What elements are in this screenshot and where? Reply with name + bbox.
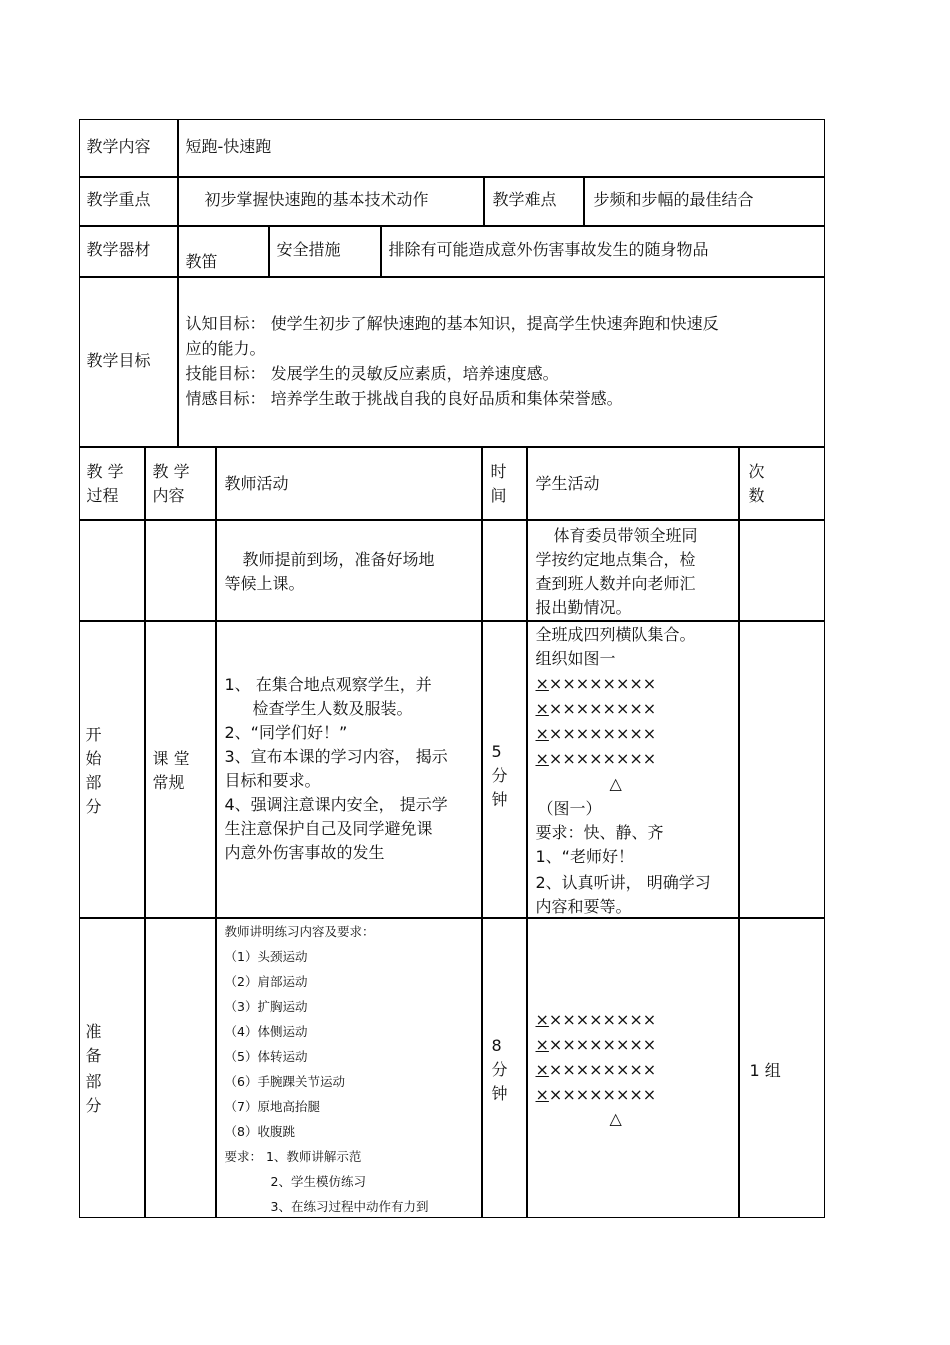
start-content-cell bbox=[145, 621, 216, 918]
formation-leader: × bbox=[535, 723, 549, 743]
start-student-line: 要求：快、静、齐 bbox=[535, 822, 664, 842]
prep-teacher-line: （4）体侧运动 bbox=[224, 1023, 308, 1039]
safety-label: 安全措施 bbox=[276, 239, 341, 259]
pre-student-line: 学按约定地点集合，检 bbox=[535, 549, 696, 569]
formation-row bbox=[536, 747, 657, 771]
prep-phase-char: 分 bbox=[85, 1095, 102, 1115]
header-count: 次 bbox=[748, 461, 765, 481]
start-time-char: 分 bbox=[491, 765, 508, 785]
header-content-cell bbox=[145, 447, 216, 520]
prep-teacher-line: （8）收腹跳 bbox=[224, 1123, 295, 1139]
prep-teacher-line: （3）扩胸运动 bbox=[224, 998, 308, 1014]
start-content-line: 常规 bbox=[152, 772, 185, 792]
objective-line: 情感目标： 培养学生敢于挑战自我的良好品质和集体荣誉感。 bbox=[185, 388, 623, 408]
start-count-cell bbox=[739, 621, 825, 918]
pre-content-cell bbox=[145, 520, 216, 621]
pre-process-cell bbox=[79, 520, 145, 621]
content-label: 教学内容 bbox=[86, 136, 151, 156]
prep-teacher-line: （6）手腕踝关节运动 bbox=[224, 1073, 345, 1089]
pre-teacher-cell bbox=[216, 520, 482, 621]
start-student-line: 组织如图一 bbox=[535, 648, 616, 668]
formation-row bbox=[536, 672, 657, 696]
prep-time-char: 钟 bbox=[491, 1083, 508, 1103]
start-content-line: 课 堂 bbox=[152, 748, 190, 768]
pre-student-line: 查到班人数并向老师汇 bbox=[535, 573, 696, 593]
formation-row bbox=[536, 1083, 657, 1107]
start-teacher-line: 3、宣布本课的学习内容， 揭示 bbox=[224, 746, 448, 766]
prep-phase-char: 备 bbox=[85, 1045, 102, 1065]
header-student: 学生活动 bbox=[535, 473, 600, 493]
objective-line: 技能目标： 发展学生的灵敏反应素质，培养速度感。 bbox=[185, 363, 559, 383]
objectives-label: 教学目标 bbox=[86, 350, 151, 370]
equipment-value: 教笛 bbox=[185, 251, 218, 271]
start-phase-char: 开 bbox=[85, 724, 102, 744]
formation-leader: × bbox=[535, 1009, 549, 1029]
formation-leader: × bbox=[535, 748, 549, 768]
safety-label-cell bbox=[269, 226, 381, 277]
prep-teacher-line: （5）体转运动 bbox=[224, 1048, 308, 1064]
key-point-label: 教学重点 bbox=[86, 189, 151, 209]
objectives-value-cell bbox=[178, 277, 825, 447]
prep-phase-char: 部 bbox=[85, 1071, 102, 1091]
start-time-cell bbox=[482, 621, 527, 918]
difficulty-value: 步频和步幅的最佳结合 bbox=[593, 189, 754, 209]
header-process: 教 学 bbox=[86, 461, 124, 481]
pre-count-cell bbox=[739, 520, 825, 621]
formation-students: ×××××××× bbox=[548, 723, 657, 743]
start-teacher-line: 1、 在集合地点观察学生，并 bbox=[224, 674, 432, 694]
objectives-label-cell bbox=[79, 277, 178, 447]
pre-student-line: 报出勤情况。 bbox=[535, 597, 632, 617]
teacher-position-triangle: △ bbox=[609, 1108, 622, 1128]
pre-student-line: 体育委员带领全班同 bbox=[553, 525, 698, 545]
formation-students: ×××××××× bbox=[548, 1059, 657, 1079]
formation-leader: × bbox=[535, 1034, 549, 1054]
prep-teacher-line: 要求： 1、教师讲解示范 bbox=[224, 1148, 362, 1164]
start-student-line: 全班成四列横队集合。 bbox=[535, 624, 696, 644]
start-teacher-line: 内意外伤害事故的发生 bbox=[224, 842, 385, 862]
difficulty-value-cell bbox=[584, 177, 825, 226]
safety-value: 排除有可能造成意外伤害事故发生的随身物品 bbox=[388, 239, 709, 259]
formation-students: ×××××××× bbox=[548, 673, 657, 693]
pre-student-cell bbox=[527, 520, 739, 621]
header-content: 教 学 bbox=[152, 461, 190, 481]
safety-value-cell bbox=[381, 226, 825, 277]
formation-row bbox=[536, 722, 657, 746]
header-time: 间 bbox=[490, 485, 507, 505]
start-phase-char: 始 bbox=[85, 748, 102, 768]
key-point-label-cell bbox=[79, 177, 178, 226]
formation-leader: × bbox=[535, 673, 549, 693]
difficulty-label: 教学难点 bbox=[492, 189, 557, 209]
header-time: 时 bbox=[490, 461, 507, 481]
figure-label: （图一） bbox=[537, 798, 602, 818]
prep-teacher-line: 2、学生模仿练习 bbox=[270, 1173, 366, 1189]
formation-row bbox=[536, 1008, 657, 1032]
objective-line: 认知目标： 使学生初步了解快速跑的基本知识，提高学生快速奔跑和快速反 bbox=[185, 313, 719, 333]
prep-teacher-line: 3、在练习过程中动作有力到 bbox=[270, 1198, 429, 1214]
formation-row bbox=[536, 1033, 657, 1057]
start-student-line: 2、认真听讲， 明确学习 bbox=[535, 872, 711, 892]
start-teacher-line: 目标和要求。 bbox=[224, 770, 321, 790]
header-teacher: 教师活动 bbox=[224, 473, 289, 493]
start-teacher-line: 2、“同学们好！” bbox=[224, 722, 348, 742]
prep-content-cell bbox=[145, 918, 216, 1218]
header-time-cell bbox=[482, 447, 527, 520]
formation-row bbox=[536, 1058, 657, 1082]
start-teacher-cell bbox=[216, 621, 482, 918]
start-phase-char: 部 bbox=[85, 772, 102, 792]
prep-teacher-line: （2）肩部运动 bbox=[224, 973, 308, 989]
equipment-label-cell bbox=[79, 226, 178, 277]
header-process-cell bbox=[79, 447, 145, 520]
start-time-char: 钟 bbox=[491, 789, 508, 809]
equipment-label: 教学器材 bbox=[86, 239, 151, 259]
prep-teacher-line: 教师讲明练习内容及要求： bbox=[224, 923, 375, 939]
prep-phase-cell bbox=[79, 918, 145, 1218]
pre-time-cell bbox=[482, 520, 527, 621]
prep-time-cell bbox=[482, 918, 527, 1218]
formation-students: ×××××××× bbox=[548, 698, 657, 718]
start-student-cell bbox=[527, 621, 739, 918]
prep-teacher-line: （7）原地高抬腿 bbox=[224, 1098, 320, 1114]
formation-students: ×××××××× bbox=[548, 1009, 657, 1029]
start-phase-cell bbox=[79, 621, 145, 918]
prep-phase-char: 准 bbox=[85, 1021, 102, 1041]
header-content: 内容 bbox=[152, 485, 185, 505]
difficulty-label-cell bbox=[484, 177, 584, 226]
key-point-value: 初步掌握快速跑的基本技术动作 bbox=[204, 189, 429, 209]
prep-count: 1 组 bbox=[749, 1060, 781, 1080]
start-teacher-line: 4、强调注意课内安全， 提示学 bbox=[224, 794, 448, 814]
formation-leader: × bbox=[535, 1059, 549, 1079]
equipment-value-cell bbox=[178, 226, 269, 277]
start-student-line: 内容和要等。 bbox=[535, 896, 632, 916]
start-teacher-line: 生注意保护自己及同学避免课 bbox=[224, 818, 433, 838]
header-count-cell bbox=[739, 447, 825, 520]
teacher-position-triangle: △ bbox=[609, 773, 622, 793]
content-value-cell bbox=[178, 119, 825, 177]
key-point-value-cell bbox=[178, 177, 484, 226]
formation-row bbox=[536, 697, 657, 721]
header-student-cell bbox=[527, 447, 739, 520]
header-process: 过程 bbox=[86, 485, 119, 505]
prep-time-char: 分 bbox=[491, 1059, 508, 1079]
header-count: 数 bbox=[748, 485, 765, 505]
start-student-line: 1、“老师好！ bbox=[535, 846, 634, 866]
content-value: 短跑-快速跑 bbox=[185, 136, 272, 156]
content-label-cell bbox=[79, 119, 178, 177]
start-time-char: 5 bbox=[491, 741, 502, 761]
prep-teacher-line: （1）头颈运动 bbox=[224, 948, 308, 964]
prep-student-cell bbox=[527, 918, 739, 1218]
start-phase-char: 分 bbox=[85, 796, 102, 816]
formation-leader: × bbox=[535, 1084, 549, 1104]
pre-teacher-line: 等候上课。 bbox=[224, 573, 305, 593]
objective-line: 应的能力。 bbox=[185, 338, 266, 358]
lesson-plan-table bbox=[79, 119, 825, 1218]
formation-leader: × bbox=[535, 698, 549, 718]
prep-count-cell bbox=[739, 918, 825, 1218]
formation-students: ×××××××× bbox=[548, 1084, 657, 1104]
formation-students: ×××××××× bbox=[548, 748, 657, 768]
prep-time-char: 8 bbox=[491, 1035, 502, 1055]
formation-students: ×××××××× bbox=[548, 1034, 657, 1054]
pre-teacher-line: 教师提前到场，准备好场地 bbox=[242, 549, 435, 569]
start-teacher-line: 检查学生人数及服装。 bbox=[252, 698, 413, 718]
header-teacher-cell bbox=[216, 447, 482, 520]
prep-teacher-cell bbox=[216, 918, 482, 1218]
